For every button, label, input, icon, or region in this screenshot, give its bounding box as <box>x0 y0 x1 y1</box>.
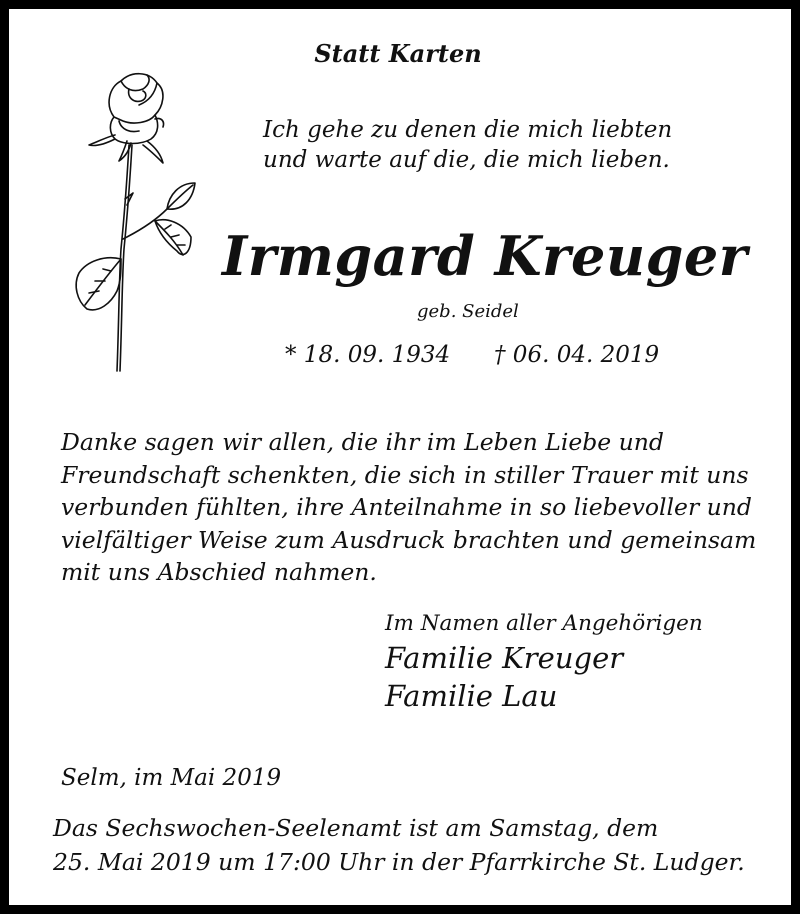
signature-intro: Im Namen aller Angehörigen <box>385 611 703 636</box>
service-info <box>53 811 745 879</box>
thanks-line: Freundschaft schenkten, die sich in stiller Trauer mit uns <box>61 460 749 489</box>
notice-heading: Statt Karten <box>314 39 482 68</box>
service-line: 25. Mai 2019 um 17:00 Uhr in der Pfarrkirche St. Ludger. <box>53 848 745 876</box>
quote-line-1: Ich gehe zu denen die mich liebten <box>263 117 673 143</box>
family-name: Familie Lau <box>385 679 558 713</box>
family-name: Familie Kreuger <box>385 641 624 675</box>
thanks-line: mit uns Abschied nahmen. <box>61 558 377 587</box>
service-line: Das Sechswochen-Seelenamt ist am Samstag, dem <box>53 814 659 842</box>
signature-block <box>385 609 703 715</box>
maiden-name: geb. Seidel <box>417 301 519 322</box>
thanks-line: Danke sagen wir allen, die ihr im Leben Liebe und <box>61 428 664 456</box>
death-date: † 06. 04. 2019 <box>494 342 660 368</box>
birth-date: * 18. 09. 1934 <box>285 342 451 368</box>
quote-line-2: und warte auf die, die mich lieben. <box>263 147 670 173</box>
thanks-paragraph <box>61 426 756 589</box>
place-date: Selm, im Mai 2019 <box>61 765 282 791</box>
thanks-line: vielfältiger Weise zum Ausdruck brachten und gemeinsam <box>61 525 757 554</box>
deceased-name: Irmgard Kreuger <box>222 224 748 288</box>
rose-icon <box>59 59 209 379</box>
thanks-line: verbunden fühlten, ihre Anteilnahme in so liebevoller und <box>61 493 752 522</box>
